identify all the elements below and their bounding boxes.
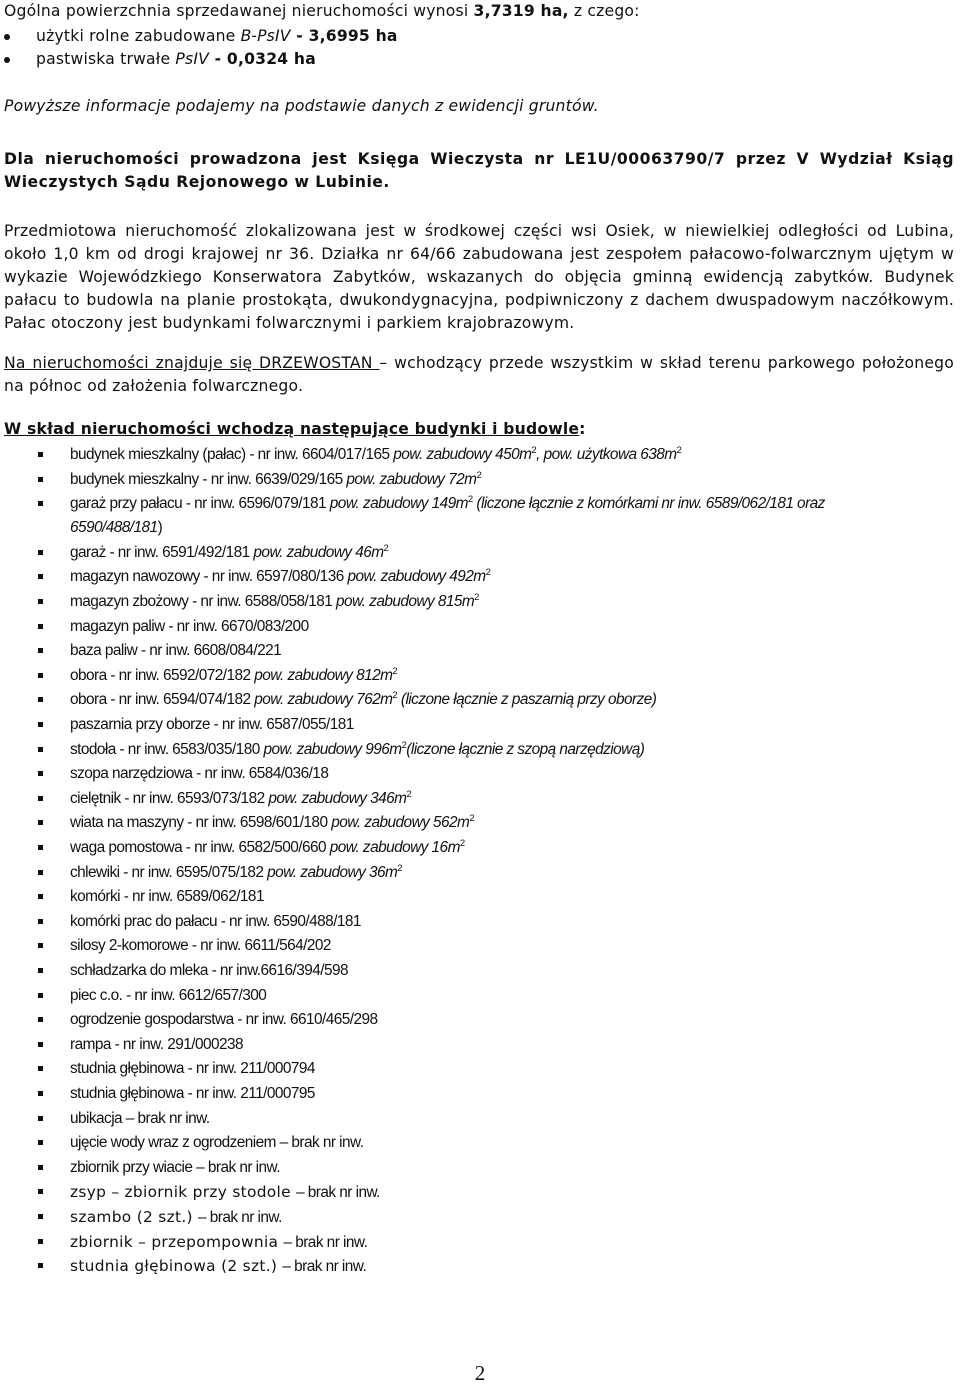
building-name: obora - nr inw. 6594/074/182 xyxy=(70,691,255,709)
building-name: rampa - nr inw. 291/000238 xyxy=(70,1035,244,1053)
building-text xyxy=(70,1156,958,1180)
building-text xyxy=(70,1057,958,1081)
building-text xyxy=(70,565,958,589)
building-area: pow. zabudowy 812m xyxy=(254,666,393,684)
building-text xyxy=(70,959,958,983)
building-name: magazyn paliw - nr inw. 6670/083/200 xyxy=(70,617,309,635)
square-bullet-icon xyxy=(38,599,43,604)
area-unit-superscript: 2 xyxy=(383,542,389,554)
inventory-number: – brak nr inw. xyxy=(282,1258,367,1276)
page-number: 2 xyxy=(474,1361,486,1385)
inventory-number: – brak nr inw. xyxy=(296,1184,380,1202)
building-name: obora - nr inw. 6592/072/182 xyxy=(70,666,255,684)
square-bullet-icon xyxy=(38,673,43,678)
area-unit-superscript: 2 xyxy=(476,469,482,481)
area-unit-superscript: 2 xyxy=(406,788,412,800)
buildings-heading-colon: : xyxy=(579,420,586,438)
building-name: waga pomostowa - nr inw. 6582/500/660 xyxy=(70,839,330,856)
area-unit-superscript: 2 xyxy=(392,665,398,677)
area-unit-superscript: 2 xyxy=(392,690,398,702)
buildings-list xyxy=(38,443,958,1279)
building-name: szopa narzędziowa - nr inw. 6584/036/18 xyxy=(70,765,329,783)
list-item xyxy=(38,1205,958,1230)
building-text xyxy=(70,1107,958,1131)
building-text xyxy=(70,1082,958,1106)
building-text xyxy=(70,787,958,811)
building-text xyxy=(70,688,958,712)
usage-code: PsIV xyxy=(175,50,209,68)
description-surroundings: Pałac otoczony jest budynkami folwarcznymi i parkiem krajobrazowym. xyxy=(4,314,575,332)
inventory-number: – brak nr inw. xyxy=(198,1208,282,1226)
area-unit-superscript: 2 xyxy=(467,494,473,506)
square-bullet-icon xyxy=(38,968,43,973)
building-name: budynek mieszkalny - nr inw. 6639/029/165 xyxy=(70,470,347,488)
building-name: ogrodzenie gospodarstwa - nr inw. 6610/465/298 xyxy=(70,1011,378,1029)
building-text xyxy=(70,492,958,540)
area-unit-superscript: 2 xyxy=(459,838,465,849)
list-item xyxy=(38,910,958,935)
building-text xyxy=(70,443,958,467)
building-name: garaż - nr inw. 6591/492/181 xyxy=(70,543,254,561)
building-name: szambo (2 szt.) xyxy=(70,1207,199,1226)
list-item xyxy=(38,1156,958,1181)
building-text xyxy=(70,738,958,762)
square-bullet-icon xyxy=(38,870,43,875)
building-name: garaż przy pałacu - nr inw. 6596/079/181 xyxy=(70,495,330,513)
building-text xyxy=(70,934,958,958)
building-note: (liczone łącznie z komórkami nr inw. 6589/062/181 oraz xyxy=(472,495,825,513)
building-note: , pow. użytkowa 638m xyxy=(536,446,677,463)
list-item xyxy=(38,959,958,984)
building-name: budynek mieszkalny (pałac) - nr inw. 6604/017/165 xyxy=(70,446,394,463)
building-name: piec c.o. - nr inw. 6612/657/300 xyxy=(70,986,267,1004)
building-name: cielętnik - nr inw. 6593/073/182 xyxy=(70,789,269,807)
square-bullet-icon xyxy=(38,943,43,948)
building-area: pow. zabudowy 492m xyxy=(347,568,486,586)
building-text xyxy=(70,639,958,663)
list-item xyxy=(38,565,958,590)
building-name: magazyn zbożowy - nr inw. 6588/058/181 xyxy=(70,593,337,611)
list-item xyxy=(38,1230,958,1255)
list-item xyxy=(38,713,958,738)
building-note: (liczone łącznie z paszarnią przy oborze) xyxy=(397,691,657,709)
building-text xyxy=(70,1180,958,1205)
building-text xyxy=(70,762,958,786)
building-name: baza paliw - nr inw. 6608/084/221 xyxy=(70,642,282,660)
square-bullet-icon xyxy=(38,894,43,899)
square-bullet-icon xyxy=(38,1239,43,1244)
trees-label: Na nieruchomości znajduje się DRZEWOSTAN xyxy=(4,354,380,372)
square-bullet-icon xyxy=(38,1066,43,1071)
square-bullet-icon xyxy=(38,1140,43,1145)
building-text xyxy=(70,910,958,934)
building-name: ujęcie wody wraz z ogrodzeniem – brak nr inw. xyxy=(70,1134,364,1152)
area-unit-superscript: 2 xyxy=(485,567,491,579)
building-text xyxy=(70,984,958,1008)
source-note: Powyższe informacje podajemy na podstawie danych z ewidencji gruntów. xyxy=(4,97,599,115)
building-text xyxy=(70,1230,958,1255)
building-name: silosy 2-komorowe - nr inw. 6611/564/202 xyxy=(70,937,331,955)
area-unit-superscript: 2 xyxy=(676,445,682,456)
building-name: studnia głębinowa - nr inw. 211/000795 xyxy=(70,1084,315,1102)
square-bullet-icon xyxy=(38,1017,43,1022)
building-text xyxy=(70,541,958,565)
square-bullet-icon xyxy=(38,624,43,629)
building-text xyxy=(70,1131,958,1155)
list-item xyxy=(38,836,958,861)
description-location: Przedmiotowa nieruchomość zlokalizowana jest w środkowej części wsi Osiek, w niewielkiej odległości od Lubina, około 1,0 km od drogi krajowej nr 36. xyxy=(4,222,954,263)
square-bullet-icon xyxy=(38,501,43,506)
building-area: pow. zabudowy 149m xyxy=(329,495,468,513)
building-name: wiata na maszyny - nr inw. 6598/601/180 xyxy=(70,814,332,832)
building-name: zbiornik przy wiacie – brak nr inw. xyxy=(70,1158,280,1176)
square-bullet-icon xyxy=(38,771,43,776)
bullet-icon xyxy=(4,57,10,63)
building-text xyxy=(70,885,958,909)
building-text xyxy=(70,713,958,737)
list-item xyxy=(38,1033,958,1058)
square-bullet-icon xyxy=(38,1116,43,1121)
description-plot: Działka nr 64/66 zabudowana jest zespołem pałacowo-folwarcznym ujętym w wykazie Wojewódzkiego Konserwatora Zabytków, wskazanych do objęcia gminną ewidencją zabytków. xyxy=(4,245,954,286)
area-unit-superscript: 2 xyxy=(474,592,479,604)
list-item xyxy=(38,688,958,713)
list-item xyxy=(38,590,958,615)
list-item xyxy=(38,934,958,959)
square-bullet-icon xyxy=(38,1091,43,1096)
building-name: ubikacja – brak nr inw. xyxy=(70,1109,210,1127)
list-item xyxy=(38,1082,958,1107)
list-item xyxy=(38,1254,958,1279)
square-bullet-icon xyxy=(38,845,43,850)
square-bullet-icon xyxy=(38,722,43,727)
area-unit-superscript: 2 xyxy=(397,862,402,874)
total-area-value: 3,7319 ha, xyxy=(473,2,569,20)
building-name: komórki prac do pałacu - nr inw. 6590/488/181 xyxy=(70,912,361,930)
list-item xyxy=(38,639,958,664)
building-note-close: ) xyxy=(157,519,163,537)
building-name: zbiornik – przepompownia xyxy=(70,1232,284,1251)
list-item xyxy=(38,984,958,1009)
square-bullet-icon xyxy=(38,993,43,998)
square-bullet-icon xyxy=(38,1214,43,1219)
list-item xyxy=(38,811,958,836)
bullet-icon xyxy=(4,34,10,40)
building-text xyxy=(70,590,958,614)
building-name: magazyn nawozowy - nr inw. 6597/080/136 xyxy=(70,568,348,586)
square-bullet-icon xyxy=(38,452,43,457)
list-item xyxy=(38,615,958,640)
building-area: pow. zabudowy 562m xyxy=(331,814,470,832)
building-text xyxy=(70,1205,958,1230)
building-name: studnia głębinowa - nr inw. 211/000794 xyxy=(70,1060,315,1078)
building-text xyxy=(70,1254,958,1279)
building-area: pow. zabudowy 36m xyxy=(267,863,398,881)
building-name: chlewiki - nr inw. 6595/075/182 xyxy=(70,863,268,881)
list-item xyxy=(38,762,958,787)
building-name: komórki - nr inw. 6589/062/181 xyxy=(70,888,264,906)
building-area: pow. zabudowy 450m xyxy=(393,446,532,463)
building-note-continued: 6590/488/181 xyxy=(70,519,158,537)
building-name: schładzarka do mleka - nr inw.6616/394/598 xyxy=(70,961,349,979)
description-palace: Budynek pałacu to budowla na planie prostokąta, dwukondygnacyjna, podpiwniczony z dachem dwuspadowym naczółkowym. xyxy=(4,268,954,309)
building-area: pow. zabudowy 72m xyxy=(346,470,477,488)
usage-label: użytki rolne zabudowane xyxy=(36,27,241,45)
list-item xyxy=(38,664,958,689)
list-item xyxy=(38,738,958,763)
building-text xyxy=(70,468,958,492)
building-name: stodoła - nr inw. 6583/035/180 xyxy=(70,740,264,758)
area-unit-superscript: 2 xyxy=(469,813,475,825)
building-text xyxy=(70,615,958,639)
inventory-number: – brak nr inw. xyxy=(283,1233,368,1251)
square-bullet-icon xyxy=(38,820,43,825)
list-item xyxy=(38,1057,958,1082)
building-area: pow. zabudowy 346m xyxy=(268,789,407,807)
square-bullet-icon xyxy=(38,574,43,579)
building-name: zsyp – zbiornik przy stodole xyxy=(70,1183,297,1202)
list-item xyxy=(38,787,958,812)
list-item xyxy=(38,541,958,566)
buildings-heading xyxy=(4,418,954,441)
area-unit-superscript: 2 xyxy=(401,739,407,751)
description-paragraph xyxy=(4,220,954,335)
building-text xyxy=(70,811,958,835)
building-area: pow. zabudowy 762m xyxy=(254,691,393,709)
list-item xyxy=(38,1131,958,1156)
trees-paragraph xyxy=(4,352,954,398)
usage-label: pastwiska trwałe xyxy=(36,50,176,68)
square-bullet-icon xyxy=(38,550,43,555)
square-bullet-icon xyxy=(38,919,43,924)
square-bullet-icon xyxy=(38,1263,43,1268)
list-item xyxy=(38,492,958,541)
building-area: pow. zabudowy 815m xyxy=(336,593,475,611)
building-text xyxy=(70,861,958,885)
square-bullet-icon xyxy=(38,1042,43,1047)
total-area-text: Ogólna powierzchnia sprzedawanej nieruchomości wynosi xyxy=(4,2,474,20)
building-area: pow. zabudowy 16m xyxy=(329,839,460,856)
list-item xyxy=(38,885,958,910)
building-area: pow. zabudowy 46m xyxy=(253,543,384,561)
trees-description: wchodzący przede wszystkim w skład terenu parkowego położonego na północ od założenia folwarcznego. xyxy=(4,354,954,395)
land-register-paragraph: Dla nieruchomości prowadzona jest Księga Wieczysta nr LE1U/00063790/7 przez V Wydział Ksiąg Wieczystych Sądu Rejonowego w Lubinie. xyxy=(4,150,954,191)
list-item xyxy=(38,468,958,493)
square-bullet-icon xyxy=(38,1189,43,1194)
square-bullet-icon xyxy=(38,477,43,482)
square-bullet-icon xyxy=(38,796,43,801)
usage-value: - 0,0324 ha xyxy=(209,50,316,68)
buildings-heading-text: W skład nieruchomości wchodzą następujące budynki i budowle xyxy=(4,420,580,438)
list-item xyxy=(38,1107,958,1132)
usage-code: B-PsIV xyxy=(240,27,291,45)
trees-dash: – xyxy=(379,354,388,372)
list-item xyxy=(38,443,958,468)
usage-value: - 3,6995 ha xyxy=(290,27,398,45)
total-area-line xyxy=(4,0,954,23)
square-bullet-icon xyxy=(38,697,43,702)
square-bullet-icon xyxy=(38,1165,43,1170)
building-name: studnia głębinowa (2 szt.) xyxy=(70,1257,283,1276)
square-bullet-icon xyxy=(38,648,43,653)
total-area-suffix: z czego: xyxy=(568,2,640,20)
list-item xyxy=(38,1180,958,1205)
building-text xyxy=(70,1033,958,1057)
building-area: pow. zabudowy 996m xyxy=(263,740,402,758)
building-note: (liczone łącznie z szopą narzędziową) xyxy=(406,740,645,758)
building-text xyxy=(70,1008,958,1032)
building-text xyxy=(70,664,958,688)
list-item xyxy=(38,861,958,886)
building-text xyxy=(70,836,958,860)
square-bullet-icon xyxy=(38,747,43,752)
list-item xyxy=(38,1008,958,1033)
area-unit-superscript: 2 xyxy=(531,445,537,456)
building-name: paszarnia przy oborze - nr inw. 6587/055/181 xyxy=(70,716,354,734)
